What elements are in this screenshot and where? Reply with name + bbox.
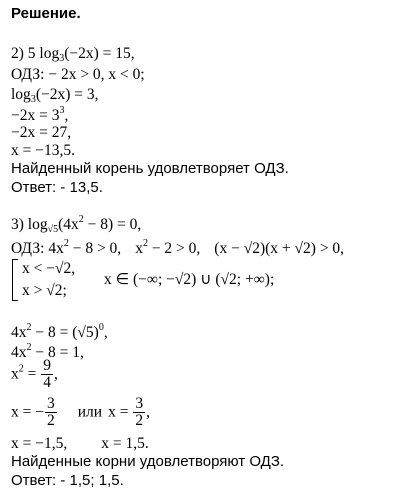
p2-equation: 2) 5 $\log_3(-2x) = 15$,: [11, 45, 135, 64]
p3-answer: Ответ: - 1,5; 1,5.: [11, 472, 124, 489]
p2-log-step: $\log_3(-2x) = 3$,: [11, 86, 99, 105]
p2-step: −2x = 27,: [11, 124, 72, 141]
p3-step3: $x^2$ = $\frac{9}{4}$ ,: [11, 357, 58, 392]
system-brace: [12, 259, 18, 301]
p3-equation: 3) $\log_{√5}(4x^2 - 8) = 0$,: [11, 214, 142, 235]
p2-odz: ОДЗ: − 2x > 0, x < 0;: [11, 66, 145, 83]
fraction-minus-three-halves: $\frac{3}{2}$: [46, 395, 55, 430]
p3-interval: x ∈ (−∞; −√2) ∪ (√2; +∞);: [104, 271, 275, 288]
p2-root: x = −13,5.: [11, 142, 75, 159]
p2-answer: Ответ: - 13,5.: [11, 179, 103, 196]
fraction-three-halves: $\frac{3}{2}$: [135, 395, 144, 430]
p3-note: Найденные корни удовлетворяют ОДЗ.: [11, 453, 285, 470]
p3-system-line2: x > √2;: [22, 282, 67, 299]
p3-odz: ОДЗ: $4x^2 - 8 > 0$, $x^2 - 2 > 0$, (x − √2)(x + √2) > 0,: [11, 238, 345, 257]
p3-roots: x = −1,5, x = 1,5.: [11, 435, 149, 452]
p2-power-step: $-2x = 3^3$,: [11, 105, 69, 124]
p3-system-line1: x < −√2,: [22, 260, 76, 277]
p3-step4: x = − $\frac{3}{2}$ или x = $\frac{3}{2}$ ,: [11, 395, 150, 430]
fraction-nine-quarters: $\frac{9}{4}$: [43, 357, 51, 392]
p2-note: Найденный корень удовлетворяет ОДЗ.: [11, 160, 289, 177]
p3-step2: $4x^2 - 8 = 1$,: [11, 342, 84, 361]
solution-heading: Решение.: [11, 5, 81, 22]
p3-step1: $4x^2 - 8 = (√5)^0$,: [11, 322, 108, 341]
